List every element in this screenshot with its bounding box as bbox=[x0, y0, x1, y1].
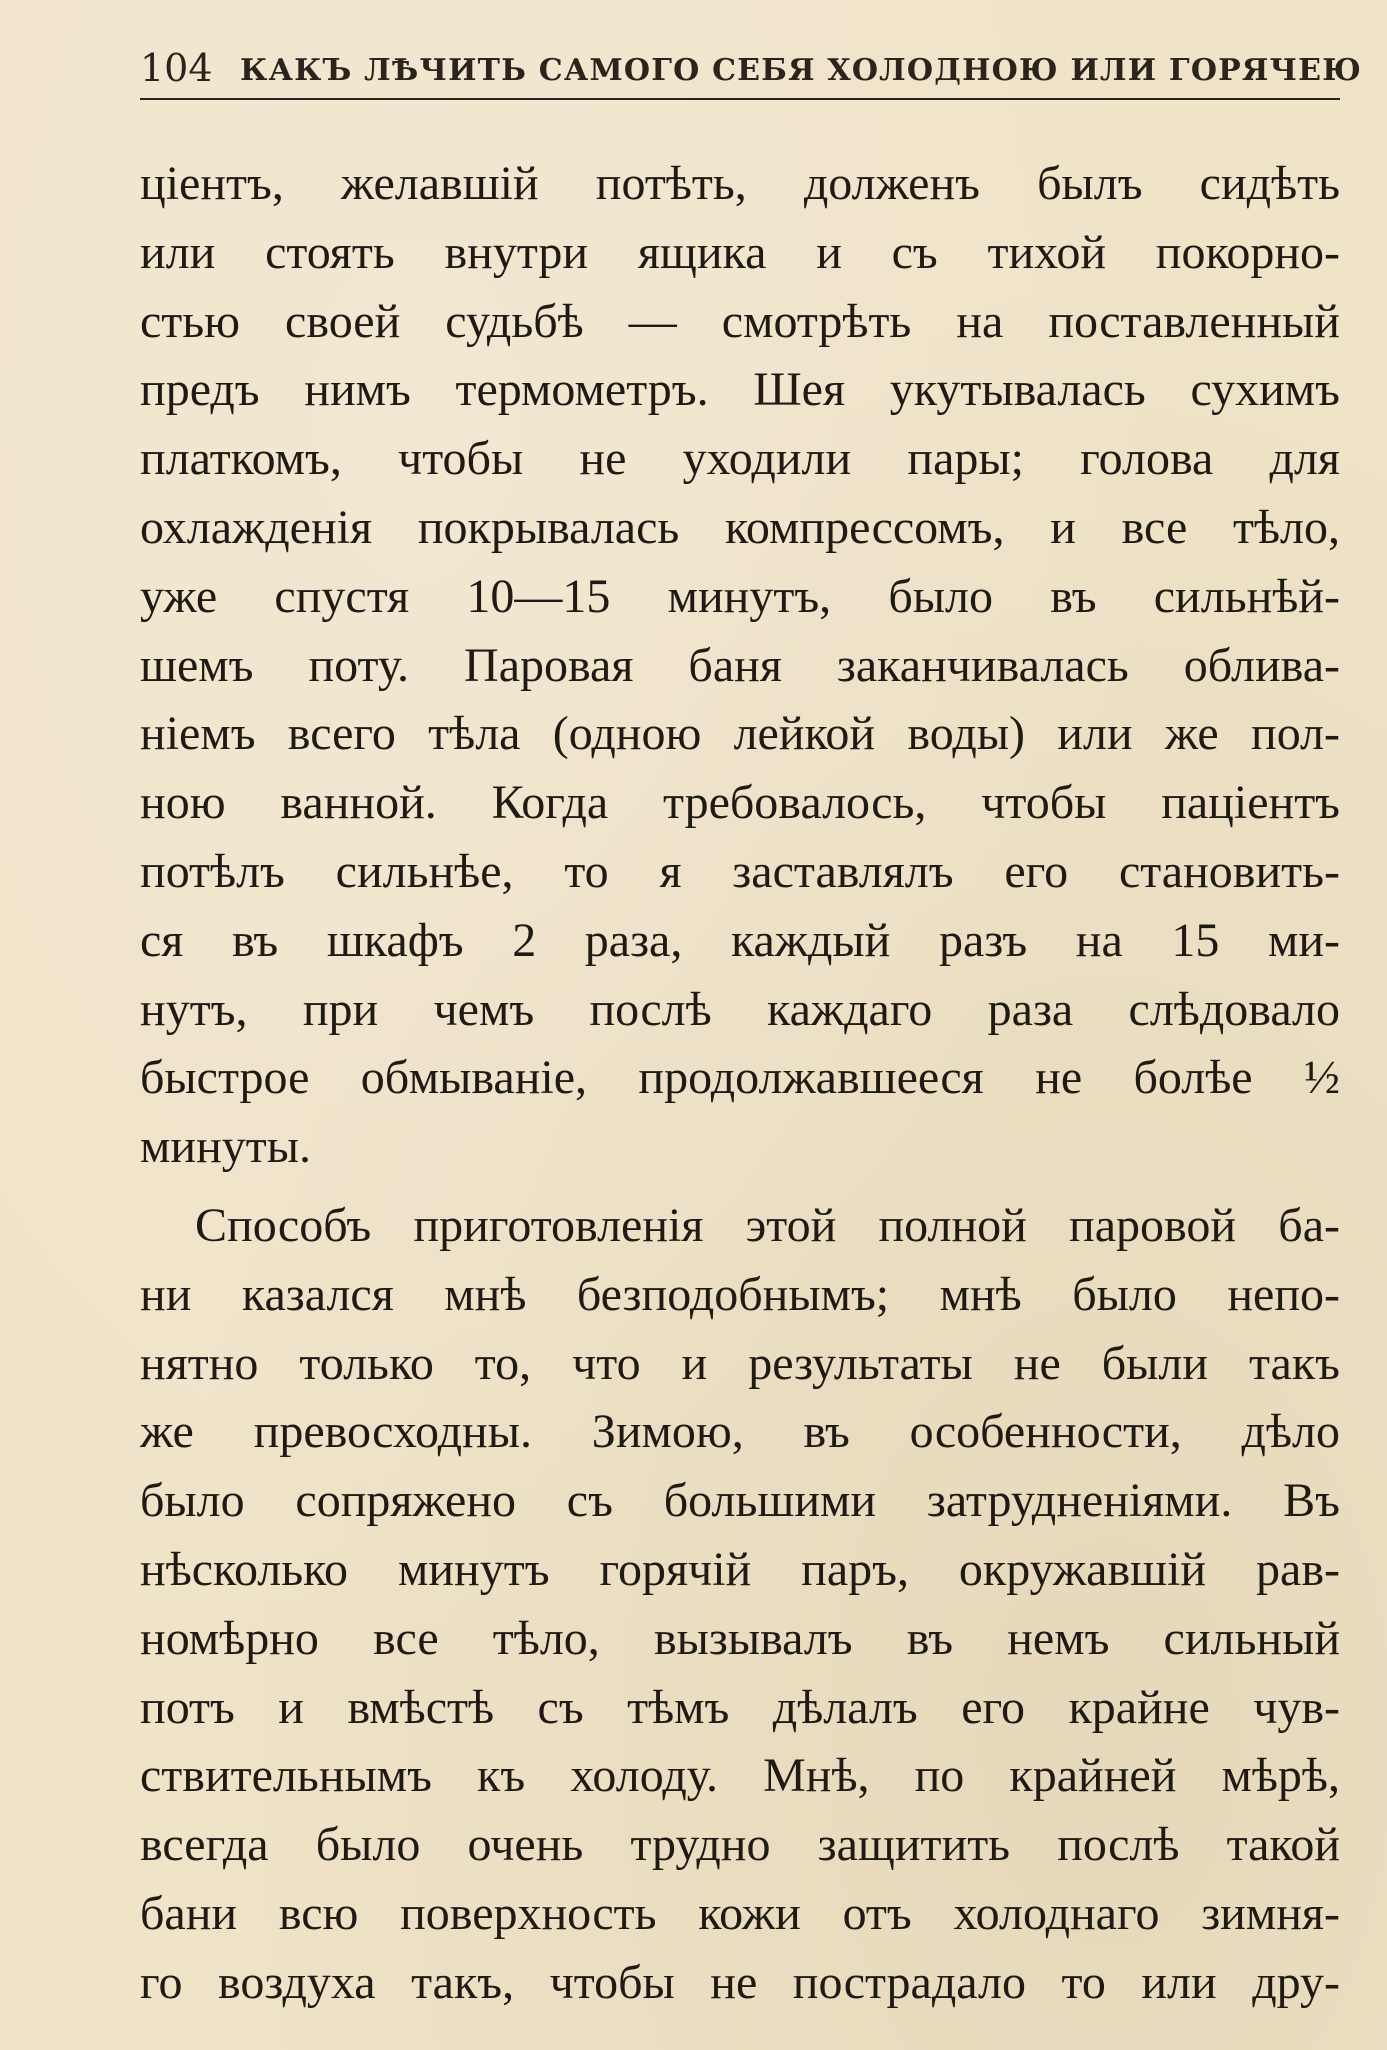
text-line: шемъ поту. Паровая баня заканчивалась облива- bbox=[140, 638, 1340, 692]
text-line: ніемъ всего тѣла (одною лейкой воды) или же пол- bbox=[140, 707, 1340, 761]
text-line: бани всю поверхность кожи отъ холоднаго зимня- bbox=[140, 1886, 1340, 1940]
header-rule bbox=[140, 98, 1340, 100]
text-line: ціентъ, желавшій потѣть, долженъ былъ сидѣть bbox=[140, 157, 1340, 210]
text-line: всегда было очень трудно защитить послѣ такой bbox=[140, 1818, 1340, 1872]
body-text bbox=[140, 150, 1340, 2018]
running-head bbox=[140, 40, 1363, 96]
text-line: предъ нимъ термометръ. Шея укутывалась сухимъ bbox=[140, 363, 1340, 417]
text-line: ствительнымъ къ холоду. Мнѣ, по крайней мѣрѣ, bbox=[140, 1749, 1340, 1803]
text-line: уже спустя 10—15 минутъ, было въ сильнѣй- bbox=[140, 569, 1340, 623]
text-line: быстрое обмываніе, продолжавшееся не болѣе ½ bbox=[140, 1051, 1340, 1105]
text-line: потъ и вмѣстѣ съ тѣмъ дѣлалъ его крайне чув- bbox=[140, 1680, 1340, 1734]
text-line: номѣрно все тѣло, вызывалъ въ немъ сильный bbox=[140, 1611, 1340, 1665]
text-line: минуты. bbox=[140, 1120, 311, 1174]
text-line: ни казался мнѣ безподобнымъ; мнѣ было непо- bbox=[140, 1267, 1340, 1321]
text-line: платкомъ, чтобы не уходили пары; голова для bbox=[140, 432, 1340, 486]
running-title: КАКЪ ЛѢЧИТЬ САМОГО СЕБЯ ХОЛОДНОЮ ИЛИ ГОРЯЧЕЮ bbox=[240, 53, 1363, 88]
text-line: нутъ, при чемъ послѣ каждаго раза слѣдовало bbox=[140, 982, 1340, 1036]
paragraph-spacer bbox=[140, 1182, 1340, 1192]
paragraph-1 bbox=[140, 150, 1340, 1182]
text-line: потѣлъ сильнѣе, то я заставлялъ его становить- bbox=[140, 844, 1340, 898]
paragraph-2 bbox=[140, 1192, 1340, 2018]
text-line: го воздуха такъ, чтобы не пострадало то или дру- bbox=[140, 1955, 1340, 2009]
text-line: охлажденія покрывалась компрессомъ, и все тѣло, bbox=[140, 500, 1340, 554]
page-number: 104 bbox=[140, 46, 213, 90]
text-line: или стоять внутри ящика и съ тихой покорно- bbox=[140, 225, 1340, 279]
text-line: ною ванной. Когда требовалось, чтобы паціентъ bbox=[140, 776, 1340, 830]
text-line: было сопряжено съ большими затрудненіями. Въ bbox=[140, 1474, 1340, 1528]
text-line: ся въ шкафъ 2 раза, каждый разъ на 15 ми- bbox=[140, 913, 1340, 967]
text-line: Способъ приготовленія этой полной паровой ба- bbox=[195, 1198, 1340, 1252]
text-line: нѣсколько минутъ горячій паръ, окружавшій рав- bbox=[140, 1542, 1340, 1596]
text-line: стью своей судьбѣ — смотрѣть на поставленный bbox=[140, 294, 1340, 348]
text-line: же превосходны. Зимою, въ особенности, дѣло bbox=[140, 1405, 1340, 1459]
text-line: нятно только то, что и результаты не были такъ bbox=[140, 1336, 1340, 1390]
